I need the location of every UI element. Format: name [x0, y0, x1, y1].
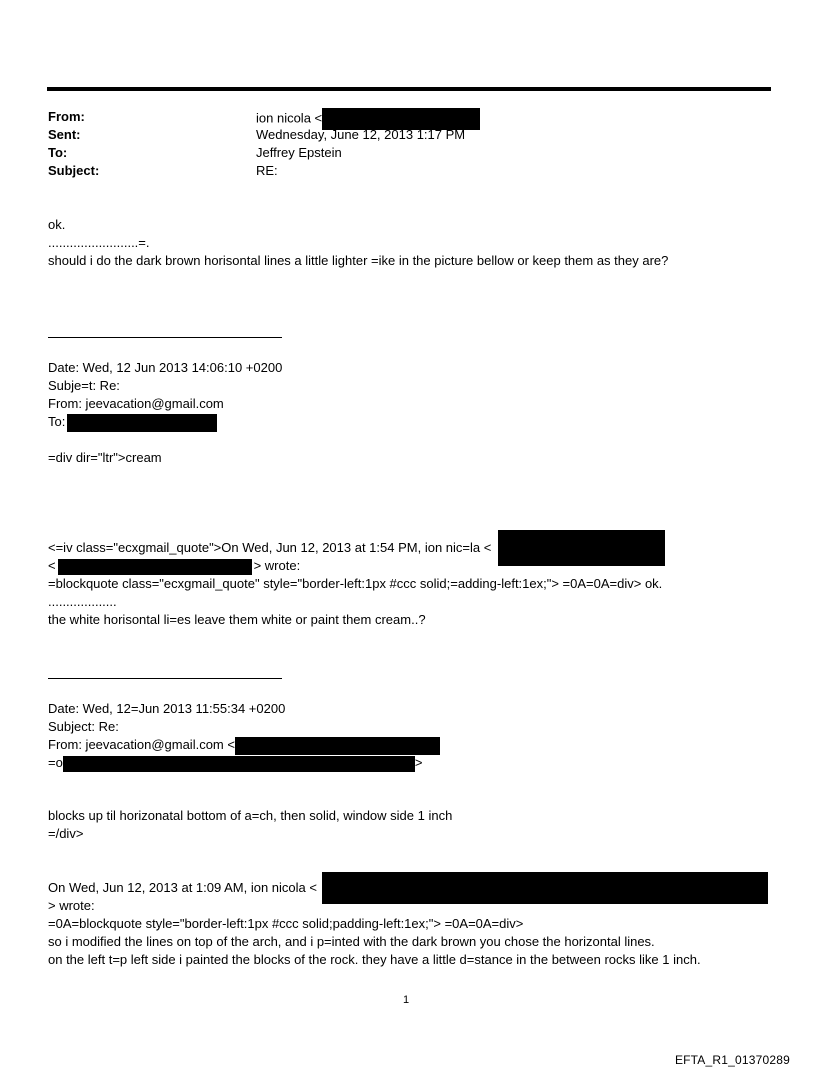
quote-to — [48, 413, 217, 432]
redaction-box — [58, 559, 252, 575]
quote-div-line: =div dir="ltr">cream — [48, 450, 162, 465]
body-line: ok. — [48, 217, 66, 232]
quote-paragraph: on the left t=p left side i painted the blocks of the rock. they have a little d=stance in the between rocks like 1 inch. — [48, 952, 701, 967]
body-line: should i do the dark brown horisontal lines a little lighter =ike in the picture bellow or keep them as they are? — [48, 253, 669, 268]
sent-label: Sent: — [48, 127, 81, 142]
from-label: From: — [48, 109, 85, 124]
lt-text: < — [48, 558, 56, 573]
document-id: EFTA_R1_01370289 — [674, 1053, 790, 1067]
redaction-box — [67, 414, 217, 432]
redaction-box — [235, 737, 440, 755]
wrote-text: > wrote: — [253, 558, 301, 573]
subject-row — [48, 162, 748, 180]
separator-line — [48, 678, 282, 679]
quote-question: the white horisontal li=es leave them white or paint them cream..? — [48, 612, 426, 627]
to-label: To: — [48, 145, 68, 160]
quote-body: blocks up til horizonatal bottom of a=ch, then solid, window side 1 inch — [48, 808, 453, 823]
quote-subject: Subje=t: Re: — [48, 378, 120, 393]
quote-on-line — [48, 539, 491, 557]
to-row — [48, 144, 748, 162]
quote-wrote-line: > wrote: — [48, 898, 95, 913]
quote-paragraph: so i modified the lines on top of the arch, and i p=inted with the dark brown you chose the horizontal lines. — [48, 934, 655, 949]
quote-wrote-line — [48, 557, 300, 575]
quote-dots: ................... — [48, 594, 117, 609]
from-text: From: jeevacation@gmail.com < — [48, 737, 235, 752]
body-line: .........................=. — [48, 235, 150, 250]
to-text: To: — [48, 414, 66, 429]
sent-row — [48, 126, 748, 144]
redaction-box — [322, 872, 768, 904]
quote-date: Date: Wed, 12=Jun 2013 11:55:34 +0200 — [48, 701, 286, 716]
quote-from: From: jeevacation@gmail.com — [48, 396, 224, 411]
sent-value: Wednesday, June 12, 2013 1:17 PM — [256, 127, 466, 142]
gt-text: > — [414, 755, 423, 770]
quote-date: Date: Wed, 12 Jun 2013 14:06:10 +0200 — [48, 360, 283, 375]
on-text: <=iv class="ecxgmail_quote">On Wed, Jun 12, 2013 at 1:54 PM, ion nic=la < — [48, 540, 492, 555]
quote-enddiv: =/div> — [48, 826, 84, 841]
redaction-box — [498, 530, 665, 566]
quote-on-line: On Wed, Jun 12, 2013 at 1:09 AM, ion nicola < — [48, 880, 317, 895]
from-row — [48, 108, 748, 126]
quote-blockquote: =blockquote class="ecxgmail_quote" style="border-left:1px #ccc solid;=adding-left:1ex;"> =0A=0A=div> ok. — [48, 576, 663, 591]
quote-blockquote: =0A=blockquote style="border-left:1px #ccc solid;padding-left:1ex;"> =0A=0A=div> — [48, 916, 524, 931]
subject-label: Subject: — [48, 163, 100, 178]
to-text: =o — [48, 755, 63, 770]
separator-line — [48, 337, 282, 338]
quote-to — [48, 754, 422, 772]
header-rule — [47, 87, 771, 91]
quote-subject: Subject: Re: — [48, 719, 119, 734]
subject-value: RE: — [256, 163, 278, 178]
email-header — [48, 108, 748, 180]
from-name: ion nicola < — [256, 110, 323, 126]
redaction-box — [63, 756, 415, 772]
page-number: 1 — [403, 994, 410, 1006]
quote-from — [48, 736, 440, 755]
to-value: Jeffrey Epstein — [256, 145, 342, 160]
